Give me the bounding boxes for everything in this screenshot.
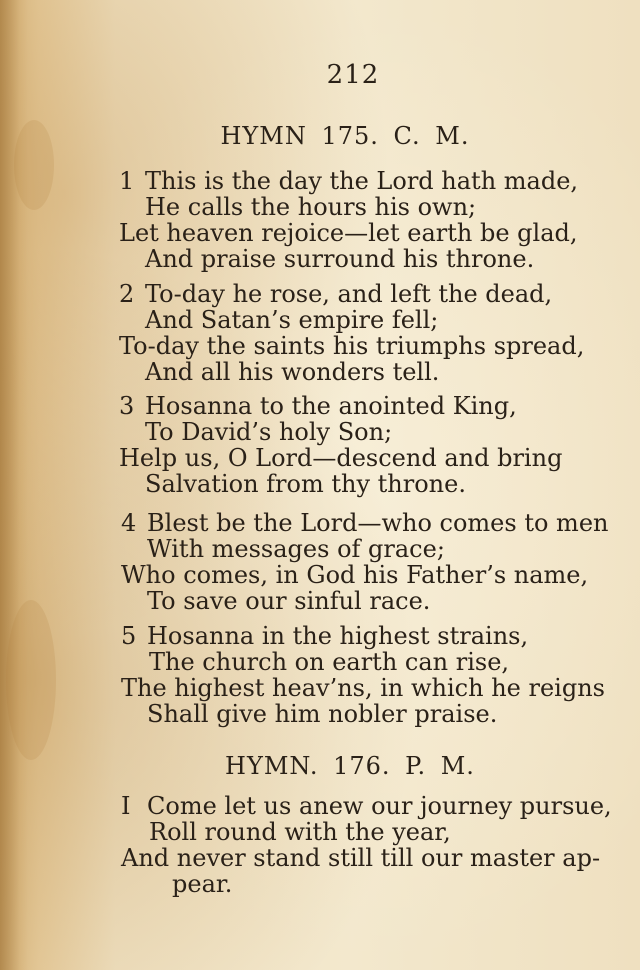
hymn-title: HYMN 175. C. M.	[220, 122, 470, 150]
hymn-title: HYMN. 176. P. M.	[225, 752, 475, 780]
verse-line: Roll round with the year,	[149, 818, 451, 846]
verse-line: 4 Blest be the Lord—who comes to men	[121, 509, 609, 537]
verse-number: 1	[119, 167, 135, 195]
verse-line: And praise surround his throne.	[145, 245, 535, 273]
verse-line: 2 To-day he rose, and left the dead,	[119, 280, 553, 308]
verse-number: 3	[119, 392, 135, 420]
verse-line: To David’s holy Son;	[145, 418, 393, 446]
verse-line: And all his wonders tell.	[145, 358, 440, 386]
verse-number: 5	[121, 622, 137, 650]
verse-line: Let heaven rejoice—let earth be glad,	[119, 219, 578, 247]
verse-line: The highest heav’ns, in which he reigns	[121, 674, 605, 702]
verse-line: I Come let us anew our journey pursue,	[121, 792, 612, 820]
verse-line: And Satan’s empire fell;	[145, 306, 439, 334]
verse-line: pear.	[172, 870, 233, 898]
verse-line: To save our sinful race.	[147, 587, 431, 615]
verse-line: With messages of grace;	[147, 535, 445, 563]
verse-line: And never stand still till our master ap-	[121, 844, 601, 872]
verse-line: Help us, O Lord—descend and bring	[119, 444, 563, 472]
verse-line: Salvation from thy throne.	[145, 470, 466, 498]
verse-line: Shall give him nobler praise.	[147, 700, 498, 728]
verse-line: He calls the hours his own;	[145, 193, 477, 221]
verse-line: Who comes, in God his Father’s name,	[121, 561, 589, 589]
age-stain	[6, 600, 56, 760]
verse-line: 5 Hosanna in the highest strains,	[121, 622, 529, 650]
verse-line: The church on earth can rise,	[149, 648, 510, 676]
verse-line: To-day the saints his triumphs spread,	[119, 332, 585, 360]
page-number: 212	[326, 60, 380, 90]
verse-line: 1 This is the day the Lord hath made,	[119, 167, 579, 195]
verse-number: 4	[121, 509, 137, 537]
verse-number: 2	[119, 280, 135, 308]
verse-number: I	[121, 792, 131, 820]
verse-line: 3 Hosanna to the anointed King,	[119, 392, 517, 420]
